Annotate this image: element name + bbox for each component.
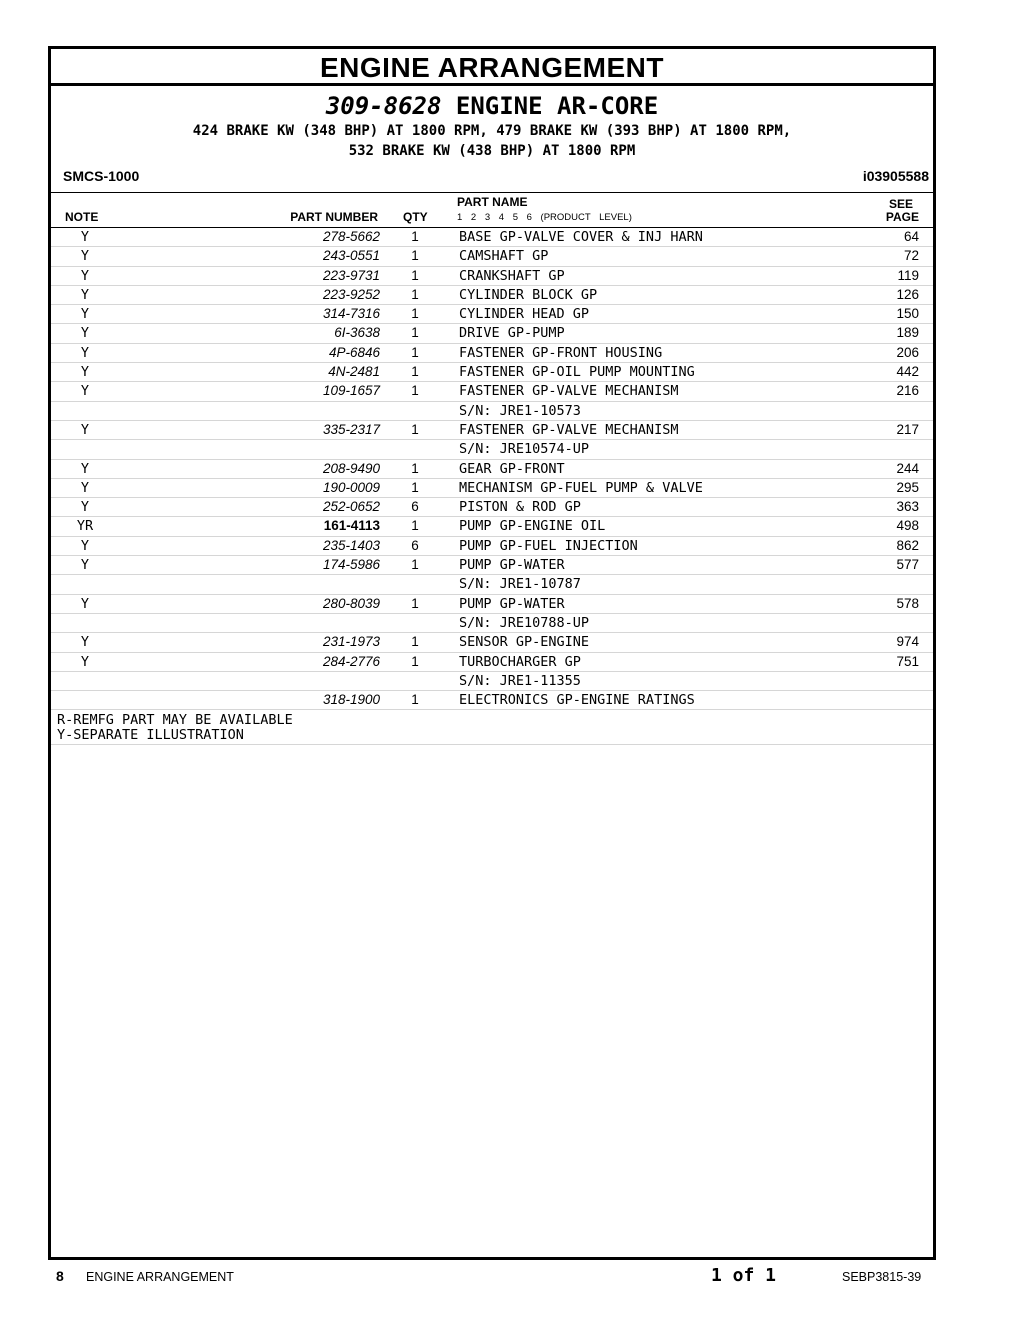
row-part-name: SENSOR GP-ENGINE: [459, 634, 590, 651]
table-row: [51, 363, 933, 382]
row-see-page: 974: [896, 634, 919, 650]
footer-page-count: 1 of 1: [711, 1265, 777, 1286]
row-see-page: 64: [903, 229, 919, 244]
row-see-page: 577: [896, 557, 919, 573]
row-part-number: 243-0551: [322, 248, 380, 264]
row-qty: 1: [411, 286, 419, 302]
row-part-name: BASE GP-VALVE COVER & INJ HARN: [459, 229, 703, 245]
row-note: Y: [80, 653, 90, 670]
row-part-number: 318-1900: [322, 692, 380, 708]
table-row: [51, 305, 933, 324]
row-note: Y: [80, 325, 90, 342]
group-name: ENGINE AR-CORE: [455, 92, 659, 120]
page-footer: [0, 1266, 1020, 1288]
row-part-number: 109-1657: [322, 383, 380, 399]
row-qty: 1: [411, 325, 419, 341]
row-part-name: GEAR GP-FRONT: [459, 460, 565, 477]
row-part-name: FASTENER GP-VALVE MECHANISM: [459, 421, 679, 438]
row-part-name: S/N: JRE10788-UP: [459, 614, 590, 631]
table-row: [51, 247, 933, 266]
row-qty: 1: [411, 692, 419, 708]
row-qty: 1: [411, 557, 419, 573]
row-note: Y: [80, 634, 90, 651]
row-qty: 1: [411, 267, 419, 283]
row-part-name: PUMP GP-WATER: [459, 557, 565, 574]
row-note: Y: [80, 557, 90, 574]
row-part-name: PISTON & ROD GP: [459, 499, 581, 516]
row-see-page: 126: [896, 286, 919, 302]
row-part-name: TURBOCHARGER GP: [459, 653, 581, 670]
table-row: [51, 517, 933, 536]
row-part-name: CRANKSHAFT GP: [459, 267, 565, 284]
row-see-page: 498: [896, 518, 919, 534]
row-part-number: 223-9252: [322, 286, 380, 302]
row-part-number: 223-9731: [322, 267, 380, 283]
group-heading: [51, 86, 933, 192]
footer-doc-id: SEBP3815-39: [842, 1270, 922, 1284]
row-part-number: 6I-3638: [334, 325, 380, 341]
row-see-page: 217: [896, 421, 919, 437]
footer-page-number: 8: [56, 1268, 64, 1284]
row-part-number: 335-2317: [322, 421, 380, 437]
table-row: [51, 672, 933, 691]
row-part-number: 252-0652: [322, 499, 380, 515]
illustration-id: i03905588: [862, 168, 929, 184]
table-row: [51, 460, 933, 479]
row-note: Y: [80, 344, 90, 361]
row-part-number: 278-5662: [322, 229, 380, 244]
row-part-name: CAMSHAFT GP: [459, 248, 549, 265]
table-row: [51, 344, 933, 363]
row-part-number: 190-0009: [322, 479, 380, 495]
part-number-column-header: PART NUMBER: [290, 210, 378, 224]
row-part-name: CYLINDER HEAD GP: [459, 306, 590, 323]
row-qty: 6: [411, 537, 419, 553]
row-part-name: FASTENER GP-FRONT HOUSING: [459, 344, 663, 361]
row-qty: 1: [411, 634, 419, 650]
row-part-number: 235-1403: [322, 537, 380, 553]
table-row: [51, 382, 933, 401]
row-part-name: PUMP GP-WATER: [459, 595, 565, 612]
row-note: Y: [80, 499, 90, 516]
notes-legend: [51, 710, 933, 745]
row-note: Y: [80, 460, 90, 477]
row-part-name: PUMP GP-FUEL INJECTION: [459, 537, 638, 554]
title-bar: [51, 49, 933, 86]
rating-line-1: 424 BRAKE KW (348 BHP) AT 1800 RPM, 479 BRAKE KW (393 BHP) AT 1800 RPM,: [192, 123, 792, 139]
row-part-name: DRIVE GP-PUMP: [459, 325, 565, 342]
row-see-page: 72: [903, 248, 919, 264]
see-column-header: SEE: [888, 197, 913, 211]
row-note: Y: [80, 537, 90, 554]
row-see-page: 578: [896, 595, 919, 611]
group-title: [51, 92, 933, 120]
row-part-name: CYLINDER BLOCK GP: [459, 286, 598, 303]
row-part-number: 208-9490: [322, 460, 380, 476]
row-see-page: 150: [896, 306, 919, 322]
row-part-name: MECHANISM GP-FUEL PUMP & VALVE: [459, 479, 703, 496]
table-row: [51, 595, 933, 614]
row-see-page: 206: [896, 344, 919, 360]
table-row: [51, 537, 933, 556]
row-part-name: S/N: JRE1-10573: [459, 402, 581, 419]
row-qty: 1: [411, 364, 419, 380]
row-note: Y: [80, 595, 90, 612]
row-qty: 1: [411, 344, 419, 360]
table-row: [51, 440, 933, 459]
row-qty: 1: [411, 248, 419, 264]
rating-line-2: 532 BRAKE KW (438 BHP) AT 1800 RPM: [348, 143, 636, 159]
row-qty: 1: [411, 518, 419, 534]
table-row: [51, 324, 933, 343]
row-qty: 1: [411, 383, 419, 399]
row-qty: 1: [411, 653, 419, 669]
row-see-page: 442: [896, 364, 919, 380]
row-note: Y: [80, 229, 90, 245]
product-level-header: 1 2 3 4 5 6 (PRODUCT LEVEL): [457, 212, 632, 223]
table-row: [51, 633, 933, 652]
row-qty: 1: [411, 479, 419, 495]
column-header: [51, 192, 933, 228]
footer-section: ENGINE ARRANGEMENT: [86, 1270, 234, 1284]
page-title: ENGINE ARRANGEMENT: [320, 52, 664, 83]
table-row: [51, 614, 933, 633]
row-note: Y: [80, 479, 90, 496]
table-row: [51, 228, 933, 247]
row-qty: 1: [411, 421, 419, 437]
row-note: Y: [80, 383, 90, 400]
row-note: Y: [80, 286, 90, 303]
row-part-name: S/N: JRE1-11355: [459, 672, 581, 689]
row-part-name: PUMP GP-ENGINE OIL: [459, 518, 606, 535]
row-part-number: 4N-2481: [328, 364, 380, 380]
parts-table-body: [51, 228, 933, 710]
table-row: [51, 691, 933, 710]
row-see-page: 862: [896, 537, 919, 553]
row-see-page: 751: [896, 653, 919, 669]
row-see-page: 189: [896, 325, 919, 341]
table-row: [51, 421, 933, 440]
note-separate-illustration: Y-SEPARATE ILLUSTRATION: [57, 727, 244, 744]
row-see-page: 363: [896, 499, 919, 515]
row-qty: 1: [411, 229, 419, 244]
table-row: [51, 653, 933, 672]
table-row: [51, 498, 933, 517]
row-part-number: 231-1973: [322, 634, 380, 650]
row-part-number: 280-8039: [322, 595, 380, 611]
row-qty: 6: [411, 499, 419, 515]
table-row: [51, 267, 933, 286]
row-qty: 1: [411, 306, 419, 322]
row-note: Y: [80, 267, 90, 284]
row-part-name: S/N: JRE1-10787: [459, 576, 581, 593]
row-note: YR: [76, 518, 94, 535]
table-row: [51, 575, 933, 594]
qty-column-header: QTY: [403, 210, 428, 224]
table-row: [51, 286, 933, 305]
smcs-code: SMCS-1000: [63, 168, 140, 184]
row-part-number: 174-5986: [322, 557, 380, 573]
group-number: 309-8628: [325, 92, 442, 120]
row-part-name: FASTENER GP-OIL PUMP MOUNTING: [459, 364, 695, 381]
row-note: Y: [80, 421, 90, 438]
row-see-page: 216: [896, 383, 919, 399]
row-part-number: 284-2776: [322, 653, 380, 669]
row-note: Y: [80, 306, 90, 323]
row-part-number: 4P-6846: [328, 344, 380, 360]
table-row: [51, 556, 933, 575]
row-see-page: 244: [896, 460, 919, 476]
row-part-name: S/N: JRE10574-UP: [459, 441, 590, 458]
part-name-column-header: PART NAME: [457, 195, 528, 209]
row-qty: 1: [411, 595, 419, 611]
note-column-header: NOTE: [65, 210, 99, 224]
row-see-page: 295: [896, 479, 919, 495]
note-remfg: R-REMFG PART MAY BE AVAILABLE: [57, 712, 293, 729]
table-row: [51, 479, 933, 498]
row-note: Y: [80, 248, 90, 265]
row-qty: 1: [411, 460, 419, 476]
row-part-number: 314-7316: [322, 306, 380, 322]
table-row: [51, 402, 933, 421]
row-see-page: 119: [897, 267, 919, 283]
row-part-number: 161-4113: [323, 518, 380, 534]
row-part-name: ELECTRONICS GP-ENGINE RATINGS: [459, 692, 695, 709]
row-part-name: FASTENER GP-VALVE MECHANISM: [459, 383, 679, 400]
parts-list-frame: [48, 46, 936, 1260]
row-note: Y: [80, 364, 90, 381]
page-column-header: PAGE: [885, 210, 919, 224]
